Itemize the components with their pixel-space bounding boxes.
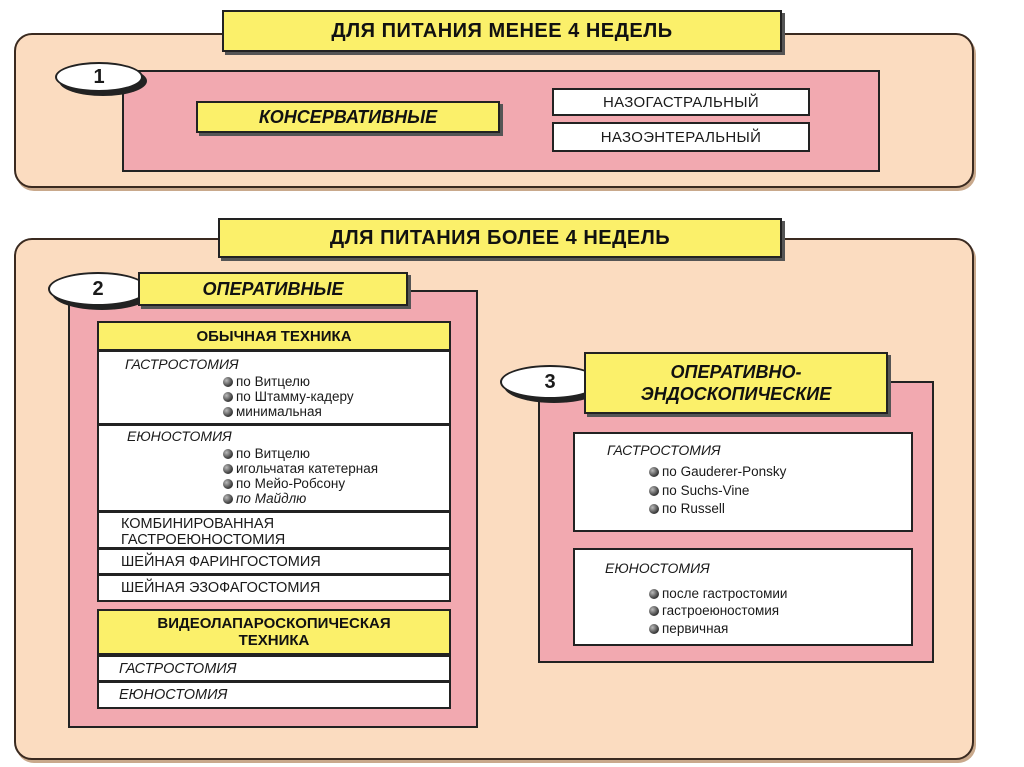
long-term-title: ДЛЯ ПИТАНИЯ БОЛЕЕ 4 НЕДЕЛЬ [218, 218, 782, 258]
bullet-icon [223, 464, 233, 474]
list-item: первичная [649, 621, 728, 636]
list-item: по Витцелю [223, 374, 310, 389]
list-item: по Майдлю [223, 491, 306, 506]
endo-jejunostomy-title: ЕЮНОСТОМИЯ [605, 560, 710, 576]
list-item: по Мейо-Робсону [223, 476, 345, 491]
bullet-icon [223, 377, 233, 387]
short-term-title: ДЛЯ ПИТАНИЯ МЕНЕЕ 4 НЕДЕЛЬ [222, 10, 782, 52]
endo-jejunostomy-list [573, 548, 913, 646]
list-item: по Suchs-Vine [649, 483, 749, 498]
video-gastrostomy: ГАСТРОСТОМИЯ [97, 655, 451, 682]
bullet-icon [223, 392, 233, 402]
badge-1: 1 [55, 62, 143, 92]
standard-technique-header: ОБЫЧНАЯ ТЕХНИКА [97, 321, 451, 351]
list-item: гастроеюностомия [649, 603, 779, 618]
bullet-icon [649, 606, 659, 616]
jejunostomy-title: ЕЮНОСТОМИЯ [127, 428, 232, 444]
video-technique-header: ВИДЕОЛАПАРОСКОПИЧЕСКАЯ ТЕХНИКА [97, 609, 451, 655]
video-jejunostomy: ЕЮНОСТОМИЯ [97, 681, 451, 709]
cervical-esophagostomy: ШЕЙНАЯ ЭЗОФАГОСТОМИЯ [97, 574, 451, 602]
operative-label: ОПЕРАТИВНЫЕ [138, 272, 408, 306]
nasogastric-option: НАЗОГАСТРАЛЬНЫЙ [552, 88, 810, 116]
list-item: игольчатая катетерная [223, 461, 378, 476]
jejunostomy-list [97, 424, 451, 512]
endoscopic-label: ОПЕРАТИВНО- ЭНДОСКОПИЧЕСКИЕ [584, 352, 888, 414]
badge-3: 3 [500, 365, 600, 399]
list-item: по Штамму-кадеру [223, 389, 354, 404]
list-item: по Gauderer-Ponsky [649, 464, 786, 479]
bullet-icon [223, 494, 233, 504]
bullet-icon [223, 449, 233, 459]
bullet-icon [223, 479, 233, 489]
badge-2: 2 [48, 272, 148, 306]
bullet-icon [649, 486, 659, 496]
list-item: по Витцелю [223, 446, 310, 461]
cervical-pharyngostomy: ШЕЙНАЯ ФАРИНГОСТОМИЯ [97, 548, 451, 575]
bullet-icon [649, 504, 659, 514]
combined-gastrojejunostomy: КОМБИНИРОВАННАЯ ГАСТРОЕЮНОСТОМИЯ [97, 511, 451, 549]
gastrostomy-title: ГАСТРОСТОМИЯ [125, 356, 239, 372]
nasoenteral-option: НАЗОЭНТЕРАЛЬНЫЙ [552, 122, 810, 152]
bullet-icon [649, 624, 659, 634]
endo-gastrostomy-title: ГАСТРОСТОМИЯ [607, 442, 721, 458]
bullet-icon [649, 589, 659, 599]
gastrostomy-list [97, 350, 451, 425]
list-item: минимальная [223, 404, 322, 419]
list-item: по Russell [649, 501, 725, 516]
conservative-label: КОНСЕРВАТИВНЫЕ [196, 101, 500, 133]
bullet-icon [649, 467, 659, 477]
bullet-icon [223, 407, 233, 417]
list-item: после гастростомии [649, 586, 787, 601]
endo-gastrostomy-list [573, 432, 913, 532]
